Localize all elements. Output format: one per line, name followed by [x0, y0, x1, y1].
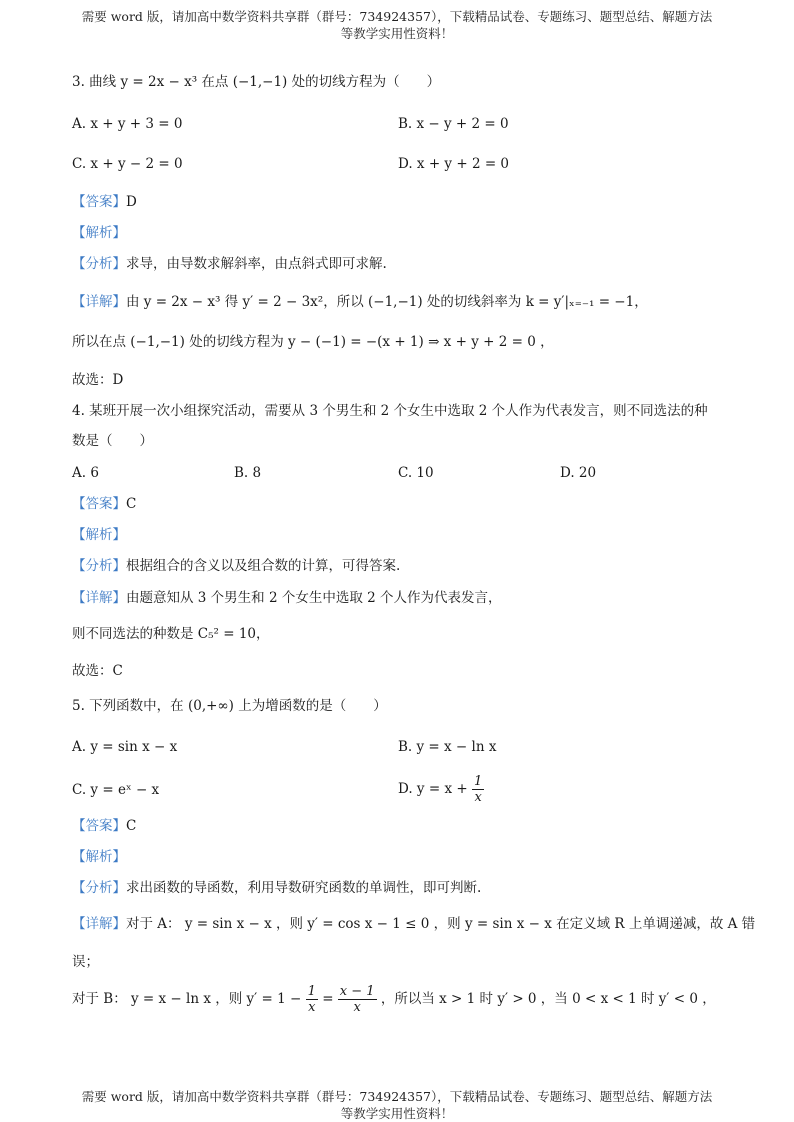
q3-option-d: D. x + y + 2 = 0: [398, 156, 510, 172]
q5-option-b: B. y = x − ln x: [398, 739, 497, 755]
b-analysis-part-1: 对于 B： y = x − ln x ，则 y′ = 1 −: [72, 991, 302, 1007]
answer-tag: 【答案】: [72, 818, 126, 834]
q5-option-b-analysis: [72, 980, 716, 1018]
q5-fenxi: [72, 878, 481, 898]
fraction-denominator: x: [474, 790, 482, 805]
option-d-fraction: [472, 774, 484, 805]
q3-option-c: C. x + y − 2 = 0: [72, 156, 183, 172]
footer-line-2: 等教学实用性资料！: [340, 1106, 454, 1121]
answer-value: D: [126, 194, 137, 210]
q5-analysis-tag: 【解析】: [72, 849, 126, 865]
equals-sign: =: [322, 991, 334, 1007]
fraction-numerator: 1: [307, 984, 316, 999]
fenxi-tag: 【分析】: [72, 558, 126, 574]
xiangjie-tag: 【详解】: [72, 590, 126, 606]
fenxi-text: 求出函数的导函数，利用导数研究函数的单调性，即可判断.: [126, 880, 482, 896]
q5-xiangjie: [72, 914, 755, 934]
q5-answer: [72, 816, 136, 836]
q3-xiangjie: [72, 292, 648, 312]
answer-tag: 【答案】: [72, 194, 126, 210]
q4-option-a: A. 6: [72, 465, 99, 481]
q3-derivation: 所以在点 (−1,−1) 处的切线方程为 y − (−1) = −(x + 1) ⇒ x + y + 2 = 0 ，: [72, 334, 554, 350]
xiangjie-tag: 【详解】: [72, 294, 126, 310]
q3-fenxi: [72, 254, 387, 274]
q4-xiangjie: [72, 588, 502, 608]
q4-stem-line-2: 数是（ ）: [72, 433, 153, 449]
header-line-2: 等教学实用性资料！: [340, 26, 454, 41]
fraction-numerator: x − 1: [339, 984, 375, 999]
q3-option-b: B. x − y + 2 = 0: [398, 116, 509, 132]
q4-conclusion: 故选：C: [72, 663, 123, 679]
b-fraction-1: [306, 984, 318, 1015]
q4-analysis-tag: 【解析】: [72, 527, 126, 543]
header-line-1: 需要 word 版，请加高中数学资料共享群（群号：734924357），下载精品试卷、专题练习、题型总结、解题方法: [81, 9, 713, 24]
answer-value: C: [126, 496, 137, 512]
xiangjie-text: 对于 A： y = sin x − x ，则 y′ = cos x − 1 ≤ 0 ，则 y = sin x − x 在定义域 R 上单调递减，故 A 错: [126, 916, 756, 932]
q5-option-c: C. y = eˣ − x: [72, 782, 160, 798]
b-fraction-2: [338, 984, 377, 1015]
q3-analysis-tag: 【解析】: [72, 225, 126, 241]
fenxi-tag: 【分析】: [72, 880, 126, 896]
q3-answer: [72, 192, 137, 212]
q3-stem: 3. 曲线 y = 2x − x³ 在点 (−1,−1) 处的切线方程为（ ）: [72, 74, 441, 90]
q5-option-a: A. y = sin x − x: [72, 739, 178, 755]
xiangjie-text: 由 y = 2x − x³ 得 y′ = 2 − 3x²，所以 (−1,−1) 处的切线斜率为 k = y′|ₓ₌₋₁ = −1，: [126, 294, 648, 310]
q4-stem-line-1: 4. 某班开展一次小组探究活动，需要从 3 个男生和 2 个女生中选取 2 个人作为代表发言，则不同选法的种: [72, 403, 708, 419]
fraction-denominator: x: [308, 1000, 316, 1015]
q5-stem: 5. 下列函数中，在 (0,+∞) 上为增函数的是（ ）: [72, 698, 387, 714]
fraction-denominator: x: [353, 1000, 361, 1015]
fenxi-text: 根据组合的含义以及组合数的计算，可得答案.: [126, 558, 401, 574]
xiangjie-text: 由题意知从 3 个男生和 2 个女生中选取 2 个人作为代表发言，: [126, 590, 502, 606]
xiangjie-tag: 【详解】: [72, 916, 126, 932]
fenxi-text: 求导，由导数求解斜率，由点斜式即可求解.: [126, 256, 387, 272]
option-d-prefix: D. y = x +: [398, 781, 468, 797]
q4-option-b: B. 8: [234, 465, 262, 481]
b-analysis-part-2: ，所以当 x > 1 时 y′ > 0 ，当 0 < x < 1 时 y′ < 0 ，: [380, 991, 716, 1007]
answer-value: C: [126, 818, 137, 834]
q4-answer: [72, 494, 136, 514]
fraction-numerator: 1: [473, 774, 483, 789]
q5-xiangjie-continued: 误；: [72, 954, 99, 970]
answer-tag: 【答案】: [72, 496, 126, 512]
footer-line-1: 需要 word 版，请加高中数学资料共享群（群号：734924357），下载精品试卷、专题练习、题型总结、解题方法: [81, 1089, 713, 1104]
q4-fenxi: [72, 556, 400, 576]
q4-option-c: C. 10: [398, 465, 434, 481]
q4-option-d: D. 20: [560, 465, 597, 481]
q4-computation: 则不同选法的种数是 C₅² = 10，: [72, 626, 270, 642]
q3-option-a: A. x + y + 3 = 0: [72, 116, 183, 132]
fenxi-tag: 【分析】: [72, 256, 126, 272]
q5-option-d: [398, 770, 484, 808]
q3-conclusion: 故选：D: [72, 372, 124, 388]
